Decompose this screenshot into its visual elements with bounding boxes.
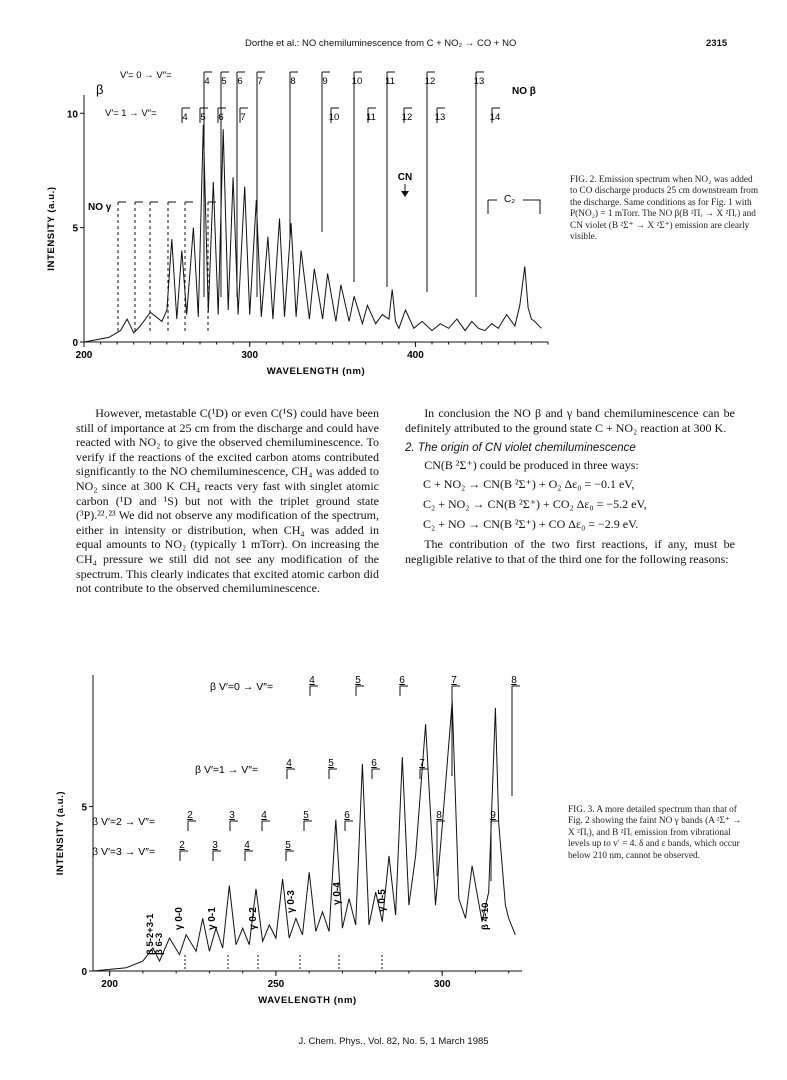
fig3-v1-band-num-3: 7 [419,758,425,769]
c2-label: C₂ [504,194,516,205]
y-axis-label: INTENSITY (a.u.) [46,186,57,271]
cn-arrow-head [401,191,409,197]
fig3-v3-band-num-2: 4 [244,840,250,851]
x-axis-label: WAVELENGTH (nm) [258,995,357,1006]
y-tick-label: 0 [72,338,78,349]
fig3-v2-band-num-4: 6 [344,810,350,821]
fig2-v0-band-5-label: 9 [322,76,328,87]
fig2-v1-band-3-label: 7 [240,112,246,123]
right-column [405,406,735,566]
journal-footer: J. Chem. Phys., Vol. 82, No. 5, 1 March 1985 [298,1036,489,1047]
fig3-v1-band-num-0: 4 [286,758,292,769]
gamma-label-3: γ 0-3 [286,890,297,913]
x-axis-label: WAVELENGTH (nm) [266,366,366,377]
equation-3: C₂ + NO → CN(B ²Σ⁺) + CO Δε₀ = −2.9 eV. [423,516,639,531]
fig3-v2-band-num-3: 5 [303,810,309,821]
beta-low-label-0: β 5-2+3-1 [145,913,156,955]
no-beta-label: NO β [512,86,536,97]
fig2-v0-band-1-label: 5 [221,76,227,87]
cn-label: CN [397,172,413,183]
fig3-v2-band-num-5: 8 [436,810,442,821]
fig2-v0-band-4-label: 8 [290,76,296,87]
fig2-v1-band-7-label: 13 [434,112,446,123]
fig3-v0-band-num-4: 8 [511,675,517,686]
equation-2: C₂ + NO₂ → CN(B ²Σ⁺) + CO₂ Δε₀ = −5.2 eV, [423,496,647,511]
x-tick-label: 400 [407,350,424,361]
fig2-v1-band-8-label: 14 [489,112,501,123]
fig2-v0-band-2-label: 6 [237,76,243,87]
x-tick-label: 200 [75,350,93,361]
gamma-label-1: γ 0-1 [207,907,218,930]
gamma-label-0: γ 0-0 [174,907,185,930]
x-tick-label: 200 [101,979,118,990]
beta-low-label-2: β 4-10 [480,902,491,930]
fig2-v0-band-8-label: 12 [424,76,436,87]
no-gamma-label: NO γ [88,202,112,213]
fig3-v3-band-num-1: 3 [212,840,218,851]
gamma-label-4: γ 0-4 [332,882,343,905]
fig3-v3-band-num-0: 2 [179,840,185,851]
y-tick-label: 5 [72,223,78,235]
v1-progression-label: V′= 1 → V″= [105,108,157,119]
right-paragraph-3: The contribution of the two first reactions, if any, must be negligible relative to that of the third one for the following reasons: [405,537,735,566]
fig2-v0-band-3-label: 7 [257,76,263,87]
beta-label: β [96,82,104,97]
y-axis-label: INTENSITY (a.u.) [55,790,66,876]
left-paragraph: However, metastable C(¹D) or even C(¹S) could have been still of importance at 25 cm from the discharge and could have reacted with NO₂ to give the observed chemiluminescence. To verify if the reactions of the excited carbon atoms contributed significantly to the NO chemiluminescence, CH₄ was added to NO₂ since at 300 K CH₄ reacts very fast with singlet atomic carbon (¹D and ¹S) but not with the triplet ground state (³P).²²˒²³ We did not observe any modification of the spectrum, either in intensity or distribution, when CH₄ was added in equal amounts to NO₂ (typically 1 mTorr). On increasing the CH₄ pressure we still did not see any modification of the spectrum. This clearly indicates that excited atomic carbon did not contribute to the observed chemiluminescence. [76,406,379,596]
right-paragraph-2: CN(B ²Σ⁺) could be produced in three ways: [424,457,639,472]
fig3-v2-band-num-0: 2 [187,810,193,821]
fig3-v0-band-num-3: 7 [451,675,457,686]
gamma-label-5: γ 0-5 [377,889,388,912]
fig2-v1-band-4-label: 10 [328,112,340,123]
fig3-v2-band-num-1: 3 [229,810,235,821]
fig3-v0-band-num-0: 4 [309,675,315,686]
right-paragraph-1: In conclusion the NO β and γ band chemiluminescence can be definitely attributed to the ground state C + NO₂ reaction at 300 K. [405,406,735,435]
x-tick-label: 300 [241,350,259,361]
fig3-v0-band-num-2: 6 [399,675,405,686]
fig3-v2-label: β V′=2 → V″= [92,816,156,828]
running-title: Dorthe et al.: NO chemiluminescence from C + NO₂ → CO + NO [245,38,517,49]
fig2-v1-band-1-label: 5 [200,112,206,123]
fig3-v1-label: β V′=1 → V″= [195,764,259,776]
figure-3-caption: FIG. 3. A more detailed spectrum than that of Fig. 2 showing the faint NO γ bands (A ²Σ⁺ → X ²Πᵣ), and B ²Πᵣ emission from vibrational levels up to v′ = 4. δ and ε bands, which occur below 210 nm, cannot be observed. [568,805,742,861]
fig2-v0-band-9-label: 13 [473,76,485,87]
fig3-v0-band-num-1: 5 [355,675,361,686]
gamma-label-2: γ 0-2 [248,907,259,930]
fig3-v1-band-num-1: 5 [328,758,334,769]
v0-progression-label: V′= 0 → V″= [120,70,172,81]
fig2-v1-band-6-label: 12 [401,112,413,123]
x-tick-label: 250 [267,979,285,990]
spectrum-line [84,125,541,342]
beta-low-label-1: β 6-3 [154,932,165,955]
figure-2-caption: FIG. 2. Emission spectrum when NO₂ was added to CO discharge products 25 cm downstream from the discharge. Same conditions as for Fig. 1 with P(NO₂) = 1 mTorr. The NO β(B ²Πᵣ → X ²Πᵣ) and CN violet (B ²Σ⁺ → X ²Σ⁺) emission are clearly visible. [570,175,759,243]
fig2-v1-band-0-label: 4 [182,112,188,123]
section-title: 2. The origin of CN violet chemiluminescence [405,442,636,455]
page-number: 2315 [706,38,728,49]
y-tick-label: 10 [66,109,78,121]
equation-1: C + NO₂ → CN(B ²Σ⁺) + O₂ Δε₀ = −0.1 eV, [423,477,635,492]
left-column [76,406,379,596]
x-tick-label: 300 [433,979,451,990]
fig3-v3-label: β V′=3 → V″= [92,846,156,858]
fig3-v1-band-num-2: 6 [371,758,377,769]
fig2-v0-band-6-label: 10 [351,76,363,87]
fig3-v2-band-num-6: 9 [490,810,496,821]
fig3-v2-band-num-2: 4 [261,810,267,821]
y-tick-label: 0 [81,967,87,978]
fig3-v0-label: β V′=0 → V″= [210,681,274,693]
fig2-v1-band-5-label: 11 [366,112,376,123]
fig2-v0-band-0-label: 4 [204,76,210,87]
fig2-v1-band-2-label: 6 [218,112,224,123]
y-tick-label: 5 [81,802,87,814]
fig2-v0-band-7-label: 11 [385,76,395,87]
fig3-v3-band-num-3: 5 [285,840,291,851]
